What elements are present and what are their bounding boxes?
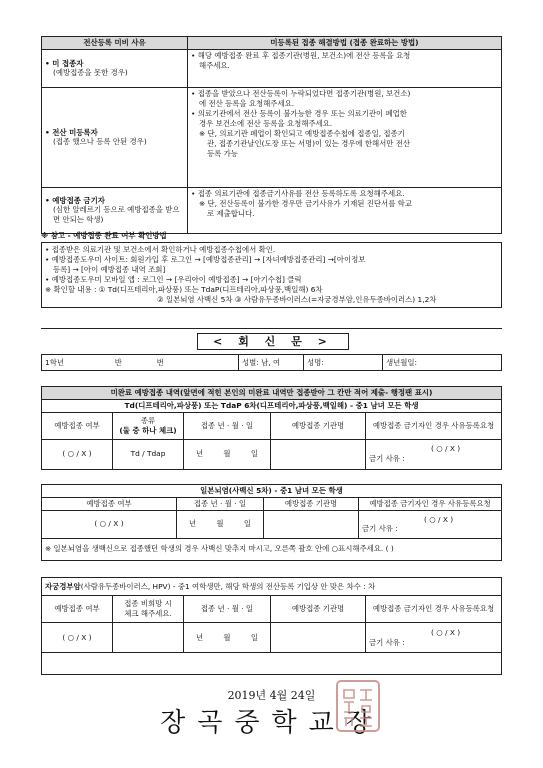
- td-title: Td(디프테리아,파상풍) 또는 TdaP 6차(디프테리아,파상풍,백일해) - 중1 남녀 모든 학생: [42, 399, 502, 412]
- td-tdap-section: [41, 386, 502, 470]
- row-solution: [188, 187, 502, 233]
- type-check[interactable]: Td / Tdap: [113, 439, 184, 469]
- row-solution: [188, 87, 502, 187]
- col-vaccinated: 예방접종 여부: [42, 497, 177, 510]
- reply-title: < 회 신 문 >: [197, 333, 349, 350]
- cut-line: [41, 328, 502, 329]
- class-cell[interactable]: [42, 355, 239, 371]
- row-title: • 전산 미등록자: [45, 127, 98, 137]
- col-optout-label: 접종 비희망 시: [124, 599, 172, 609]
- gender-cell[interactable]: 성별: 남, 여: [239, 355, 304, 371]
- row-title: • 예방접종 금기자: [45, 195, 105, 205]
- solution-line: • 접종을 받았으나 전산등록이 누락되었다면 접종기관(병원, 보건소): [191, 88, 411, 98]
- je-note: ※ 일본뇌염을 생백신으로 접종했던 학생의 경우 사백신 맞추지 마시고, 오른쪽 괄호 안에 ○표시해주세요. ( ): [42, 538, 502, 560]
- solution-line: • 접종 의료기관에 접종금기사유를 전산 등록하도록 요청해주세요.: [191, 188, 405, 198]
- vaccinated-check[interactable]: ( ○ / X ): [42, 439, 113, 469]
- col-type-label: 종류: [140, 415, 156, 425]
- col-date: 접종 년 · 월 · 일: [184, 596, 271, 623]
- reference-line: • 예방접종도우미 사이트: 회원가입 후 로그인 → [예방접종관리] → [자녀예방접종관리] →[아이정보: [45, 254, 366, 264]
- contra-reason: 금기 사유 :: [369, 637, 405, 647]
- contra-check[interactable]: ( ○ / X ): [424, 514, 454, 524]
- col-date: 접종 년 · 월 · 일: [177, 497, 264, 510]
- institution-field[interactable]: [271, 439, 366, 469]
- number-label: 번: [156, 357, 164, 367]
- solution-line: 해주세요.: [199, 60, 230, 70]
- student-info-table: [41, 354, 502, 371]
- name-cell[interactable]: 성명:: [304, 355, 383, 371]
- solution-line: 경우 보건소에 전산 등록을 요청해주세요.: [199, 118, 333, 128]
- registration-guide-table: [41, 36, 502, 234]
- vaccinated-check[interactable]: ( ○ / X ): [42, 510, 177, 538]
- solution-line: • 의료기관에서 전산 등록이 불가능한 경우 또는 의료기관이 폐업한: [191, 108, 407, 118]
- col-contraindication: 예방접종 금기자인 경우 사유등록요청: [366, 412, 502, 439]
- birth-cell[interactable]: 생년월일:: [383, 355, 502, 371]
- row-sub: (접종 했으나 등록 안된 경우): [53, 137, 147, 147]
- reference-title: ※ 참고 - 예방접종 완료 여부 확인방법: [41, 231, 167, 240]
- solution-line: 에 전산 등록을 요청해주세요.: [199, 98, 295, 108]
- contraindication-field[interactable]: [359, 510, 502, 538]
- col-date: 접종 년 · 월 · 일: [184, 412, 271, 439]
- col-contraindication: 예방접종 금기자인 경우 사유등록요청: [366, 596, 502, 623]
- header-solution: 미등록된 접종 해결방법 (접종 완료하는 방법): [188, 37, 502, 50]
- row-title: • 미 접종자: [45, 58, 84, 68]
- row-contraindicated: [42, 187, 188, 233]
- solution-line: 관, 접종기관날인(도장 또는 서명)이 있는 경우에 한해서만 전산: [207, 138, 411, 148]
- solution-line: • 해당 예방접종 완료 후 접종기관(병원, 보건소)에 전산 등록을 요청: [191, 50, 411, 60]
- header-reason: 전산등록 미비 사유: [42, 37, 188, 50]
- reference-line: 등록] → [아이 예방접종 내역 조회]: [53, 264, 166, 274]
- institution-field[interactable]: [264, 510, 359, 538]
- col-vaccinated: 예방접종 여부: [42, 596, 113, 623]
- row-not-vaccinated: [42, 49, 188, 87]
- col-optout-note: 체크 해주세요.: [124, 609, 172, 618]
- date-field[interactable]: 년 월 일: [184, 623, 271, 653]
- row-unregistered: [42, 87, 188, 187]
- row-sub: (심한 알레르기 등으로 예방접종을 받으면 안되는 학생): [53, 205, 180, 225]
- col-contraindication: 예방접종 금기자인 경우 사유등록요청: [359, 497, 502, 510]
- col-vaccinated: 예방접종 여부: [42, 412, 113, 439]
- hpv-section: [41, 577, 502, 675]
- reference-line: ② 일본뇌염 사백신 5차 ③ 사람유두종바이러스(=자궁경부암,인유두종바이러스) 1,2차: [157, 294, 437, 304]
- reference-box: [41, 242, 502, 308]
- grade-label: 1학년: [45, 357, 64, 367]
- class-label: 반: [114, 357, 122, 367]
- solution-line: ※ 단, 전산등록이 불가한 경우만 금기사유가 기재된 진단서를 학교: [199, 198, 412, 208]
- vaccinated-check[interactable]: ( ○ / X ): [42, 623, 113, 653]
- col-optout: [113, 596, 184, 623]
- japanese-encephalitis-section: [41, 484, 502, 561]
- date-field[interactable]: 년 월 일: [184, 439, 271, 469]
- col-type: [113, 412, 184, 439]
- reference-line: • 접종받은 의료기관 및 보건소에서 확인하거나 예방접종수첩에서 확인.: [45, 244, 276, 254]
- col-type-note: (둘 중 하나 체크): [119, 425, 177, 435]
- contra-reason: 금기 사유 :: [369, 454, 405, 464]
- col-institution: 예방접종 기관명: [264, 497, 359, 510]
- hpv-title-rest: (사람유두종바이러스, HPV) - 중1 여학생만, 해당 학생의 전산등록 기입상 안 맞은 차수 : 차: [80, 581, 376, 591]
- solution-line: 로 제출합니다.: [207, 208, 255, 218]
- hpv-extra-row: [42, 653, 502, 675]
- official-seal-icon: [336, 680, 380, 732]
- date-field[interactable]: 년 월 일: [177, 510, 264, 538]
- reference-line: • 예방접종도우미 모바일 앱 : 로그인 → [우리아이 예방접종] → [아기수첩] 클릭: [45, 274, 302, 284]
- je-title: 일본뇌염(사백신 5차) - 중1 남녀 모든 학생: [42, 485, 502, 498]
- principal-signature: 장곡중학교장: [160, 708, 383, 738]
- row-solution: [188, 49, 502, 87]
- col-institution: 예방접종 기관명: [271, 412, 366, 439]
- hpv-title: [42, 578, 502, 596]
- row-sub: (예방접종을 못한 경우): [53, 68, 128, 78]
- incomplete-banner: 미완료 예방접종 내역(앞면에 적힌 본인의 미완료 내역만 접종받아 그 칸만 적어 제출- 행정팬 표시): [42, 387, 502, 400]
- col-institution: 예방접종 기관명: [271, 596, 366, 623]
- contra-reason: 금기 사유 :: [362, 524, 398, 534]
- contra-check[interactable]: ( ○ / X ): [431, 627, 461, 637]
- contraindication-field[interactable]: [366, 623, 502, 653]
- solution-line: ※ 단, 의료기관 폐업이 확인되고 예방접종수첩에 접종일, 접종기: [199, 128, 405, 138]
- contra-check[interactable]: ( ○ / X ): [431, 444, 461, 454]
- solution-line: 등록 가능: [207, 148, 238, 158]
- reference-line: ※ 확인할 내용 : ① Td(디프테리아,파상풍) 또는 TdaP(디프테리아,파상풍,백일해) 6차: [45, 284, 323, 294]
- reference-section: [41, 231, 502, 308]
- optout-check[interactable]: [113, 623, 184, 653]
- hpv-title-bold: 자궁경부암: [45, 581, 81, 591]
- contraindication-field[interactable]: [366, 439, 502, 469]
- institution-field[interactable]: [271, 623, 366, 653]
- issue-date: 2019년 4월 24일: [227, 689, 316, 702]
